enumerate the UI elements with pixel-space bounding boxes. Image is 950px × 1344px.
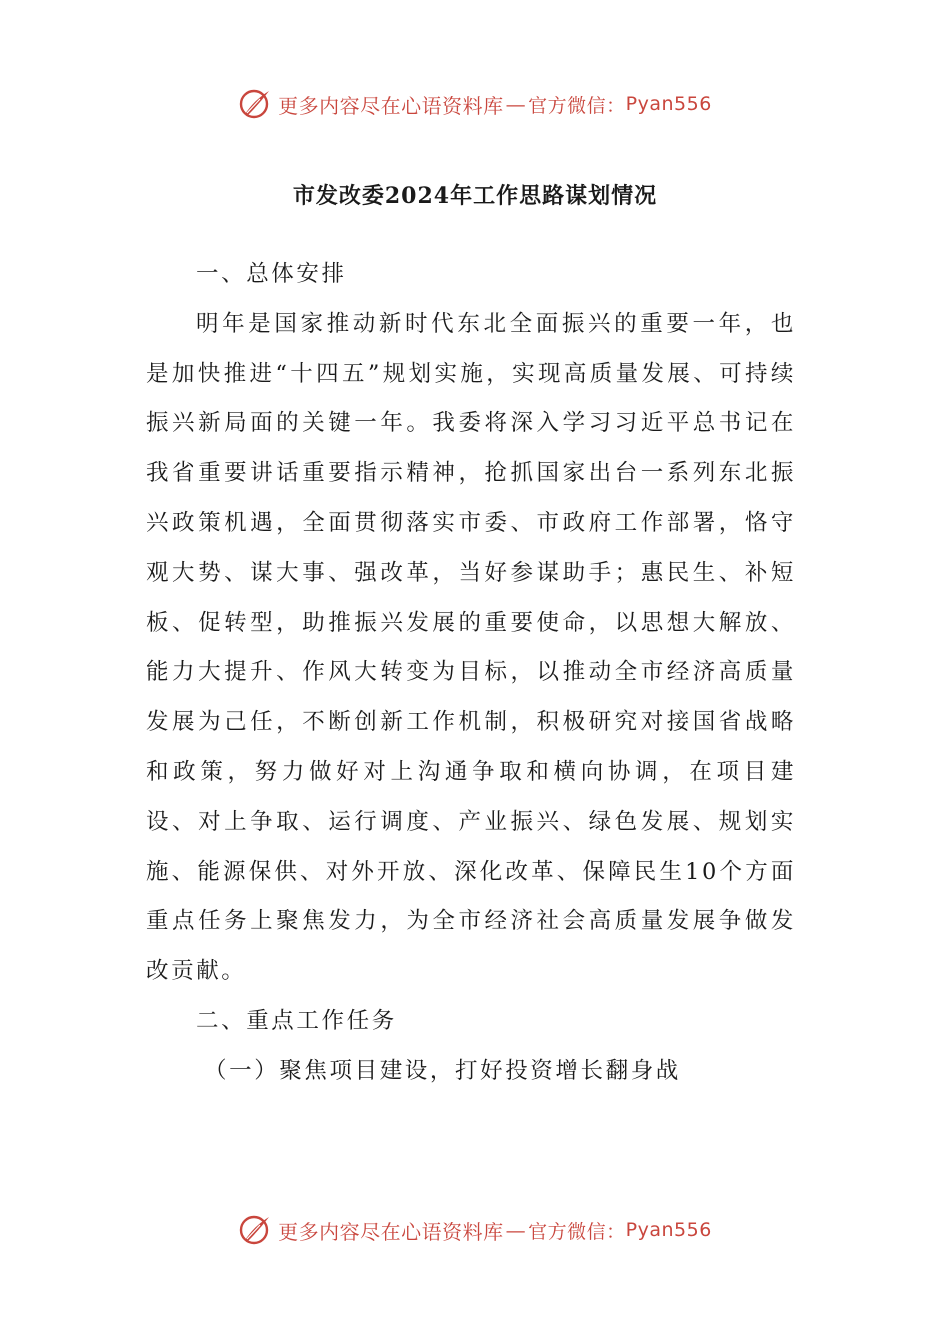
- watermark-contact-id: Pyan556: [625, 93, 712, 115]
- quill-logo-icon: [238, 1213, 272, 1247]
- section-heading-key-tasks: 二、重点工作任务: [196, 1007, 397, 1034]
- watermark-contact-id: Pyan556: [625, 1219, 712, 1241]
- watermark-contact-label: 官方微信：: [528, 94, 626, 117]
- quill-logo-icon: [238, 87, 272, 121]
- document-body: [146, 250, 796, 1097]
- subsection-heading-projects: （一）聚焦项目建设，打好投资增长翻身战: [204, 1057, 681, 1084]
- section-heading-overall: 一、总体安排: [196, 261, 347, 287]
- watermark-separator: —: [505, 1218, 527, 1242]
- watermark-text: 更多内容尽在心语资料库: [278, 1219, 504, 1244]
- document-title: 市发改委2024年工作思路谋划情况: [292, 183, 658, 209]
- watermark-header: [0, 86, 950, 122]
- paragraph-overall: 明年是国家推动新时代东北全面振兴的重要一年，也是加快推进“十四五”规划实施，实现高质量发展、可持续振兴新局面的关键一年。我委将深入学习习近平总书记在我省重要讲话重要指示精神，抢抓国家出台一系列东北振兴政策机遇，全面贯彻落实市委、市政府工作部署，恪守观大势、谋大事、强改革，当好参谋助手；惠民生、补短板、促转型，助推振兴发展的重要使命，以思想大解放、能力大提升、作风大转变为目标，以推动全市经济高质量发展为己任，不断创新工作机制，积极研究对接国省战略和政策，努力做好对上沟通争取和横向协调，在项目建设、对上争取、运行调度、产业振兴、绿色发展、规划实施、能源保供、对外开放、深化改革、保障民生10个方面重点任务上聚焦发力，为全市经济社会高质量发展争做发改贡献。: [146, 310, 796, 985]
- watermark-text: 更多内容尽在心语资料库: [278, 93, 504, 118]
- watermark-footer: [0, 1212, 950, 1248]
- watermark-contact-label: 官方微信：: [528, 1220, 626, 1243]
- watermark-separator: —: [505, 92, 527, 116]
